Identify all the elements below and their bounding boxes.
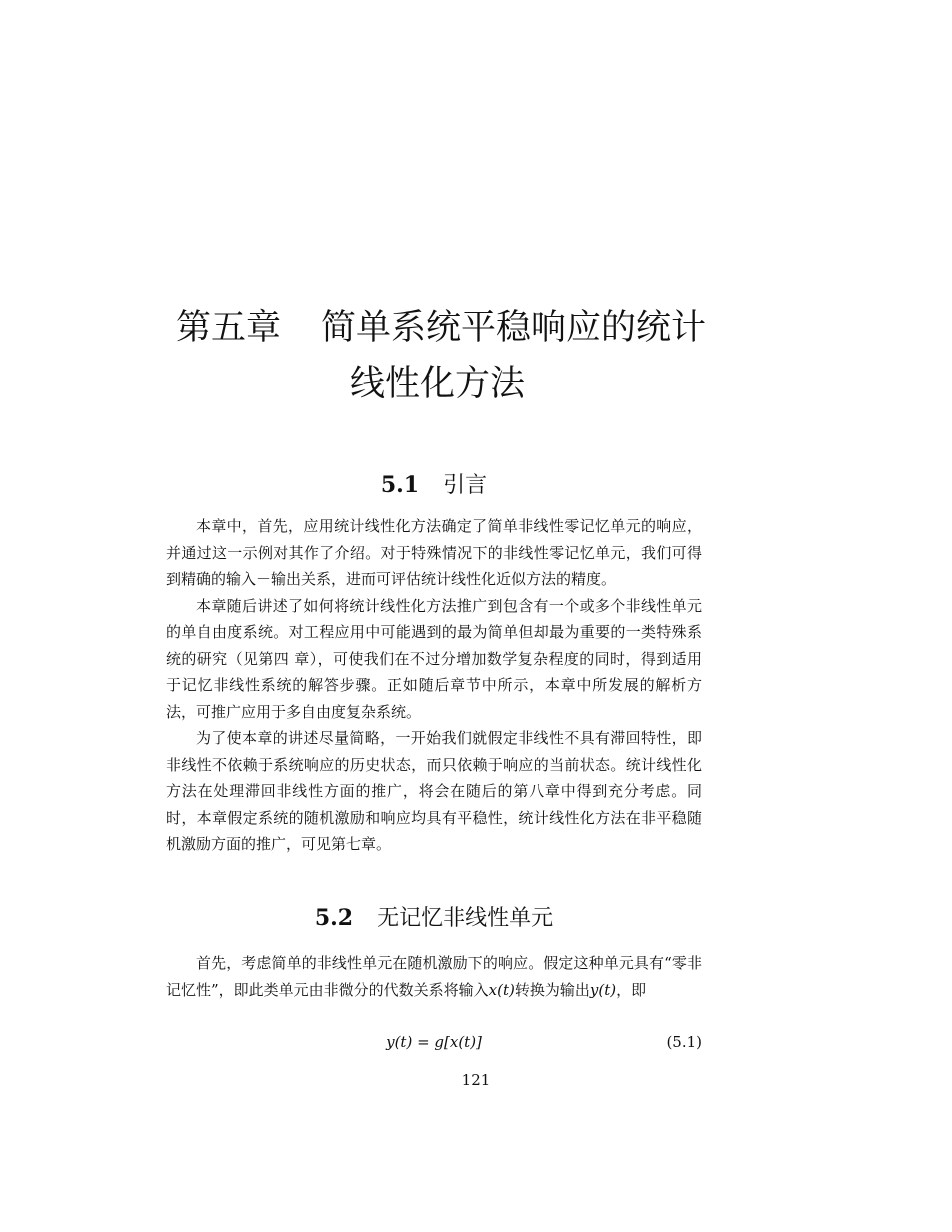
section-number: 5.1: [380, 472, 420, 498]
equation-number: (5.1): [666, 1033, 702, 1051]
paragraph-text: ，即: [616, 980, 647, 999]
paragraph: 本章中，首先，应用统计线性化方法确定了简单非线性零记忆单元的响应，并通过这一示例对其作了介绍。对于特殊情况下的非线性零记忆单元，我们可得到精确的输入－输出关系，进而可评估统计线性化近似方法的精度。: [166, 517, 702, 588]
equation-body: y(t) = g[x(t)]: [386, 1033, 482, 1051]
paragraph-text: 首先，考虑简单的非线性单元在随机激励下的响应。假定这种单元具有“零非记忆性”，即此类单元由非微分的代数关系将输入: [166, 954, 702, 999]
section-number: 5.2: [314, 905, 354, 931]
math-output: y(t): [589, 980, 617, 999]
chapter-title: [0, 300, 952, 412]
paragraph: [166, 950, 702, 1003]
page-number: 121: [461, 1071, 491, 1089]
math-input: x(t): [488, 980, 515, 999]
section-heading-5-1: [166, 470, 702, 501]
chapter-title-line-1: [0, 300, 952, 356]
equation-5-1: [166, 1029, 702, 1055]
paragraph-text: 转换为输出: [514, 980, 590, 999]
section-5-2-body: [166, 950, 702, 1003]
chapter-title-text-1: 简单系统平稳响应的统计: [321, 308, 707, 348]
paragraph: 为了使本章的讲述尽量简略，一开始我们就假定非线性不具有滞回特性，即非线性不依赖于系统响应的历史状态，而只依赖于响应的当前状态。统计线性化方法在处理滞回非线性方面的推广，将会在随后的第八章中得到充分考虑。同时，本章假定系统的随机激励和响应均具有平稳性，统计线性化方法在非平稳随机激励方面的推广，可见第七章。: [166, 729, 702, 853]
section-title: 无记忆非线性单元: [377, 906, 554, 931]
paragraph: 本章随后讲述了如何将统计线性化方法推广到包含有一个或多个非线性单元的单自由度系统。对工程应用中可能遇到的最为简单但却最为重要的一类特殊系统的研究（见第四 章），可使我们在不过分增加数学复杂程度的同时，得到适用于记忆非线性系统的解答步骤。正如随后章节中所示，本章中所发展的解析方法，可推广应用于多自由度复杂系统。: [166, 596, 702, 721]
section-5-1-body: [166, 513, 702, 858]
section-heading-5-2: [166, 903, 702, 934]
chapter-title-line-2: 线性化方法: [350, 364, 526, 404]
chapter-number: 第五章: [176, 308, 282, 348]
section-title: 引言: [443, 473, 488, 498]
